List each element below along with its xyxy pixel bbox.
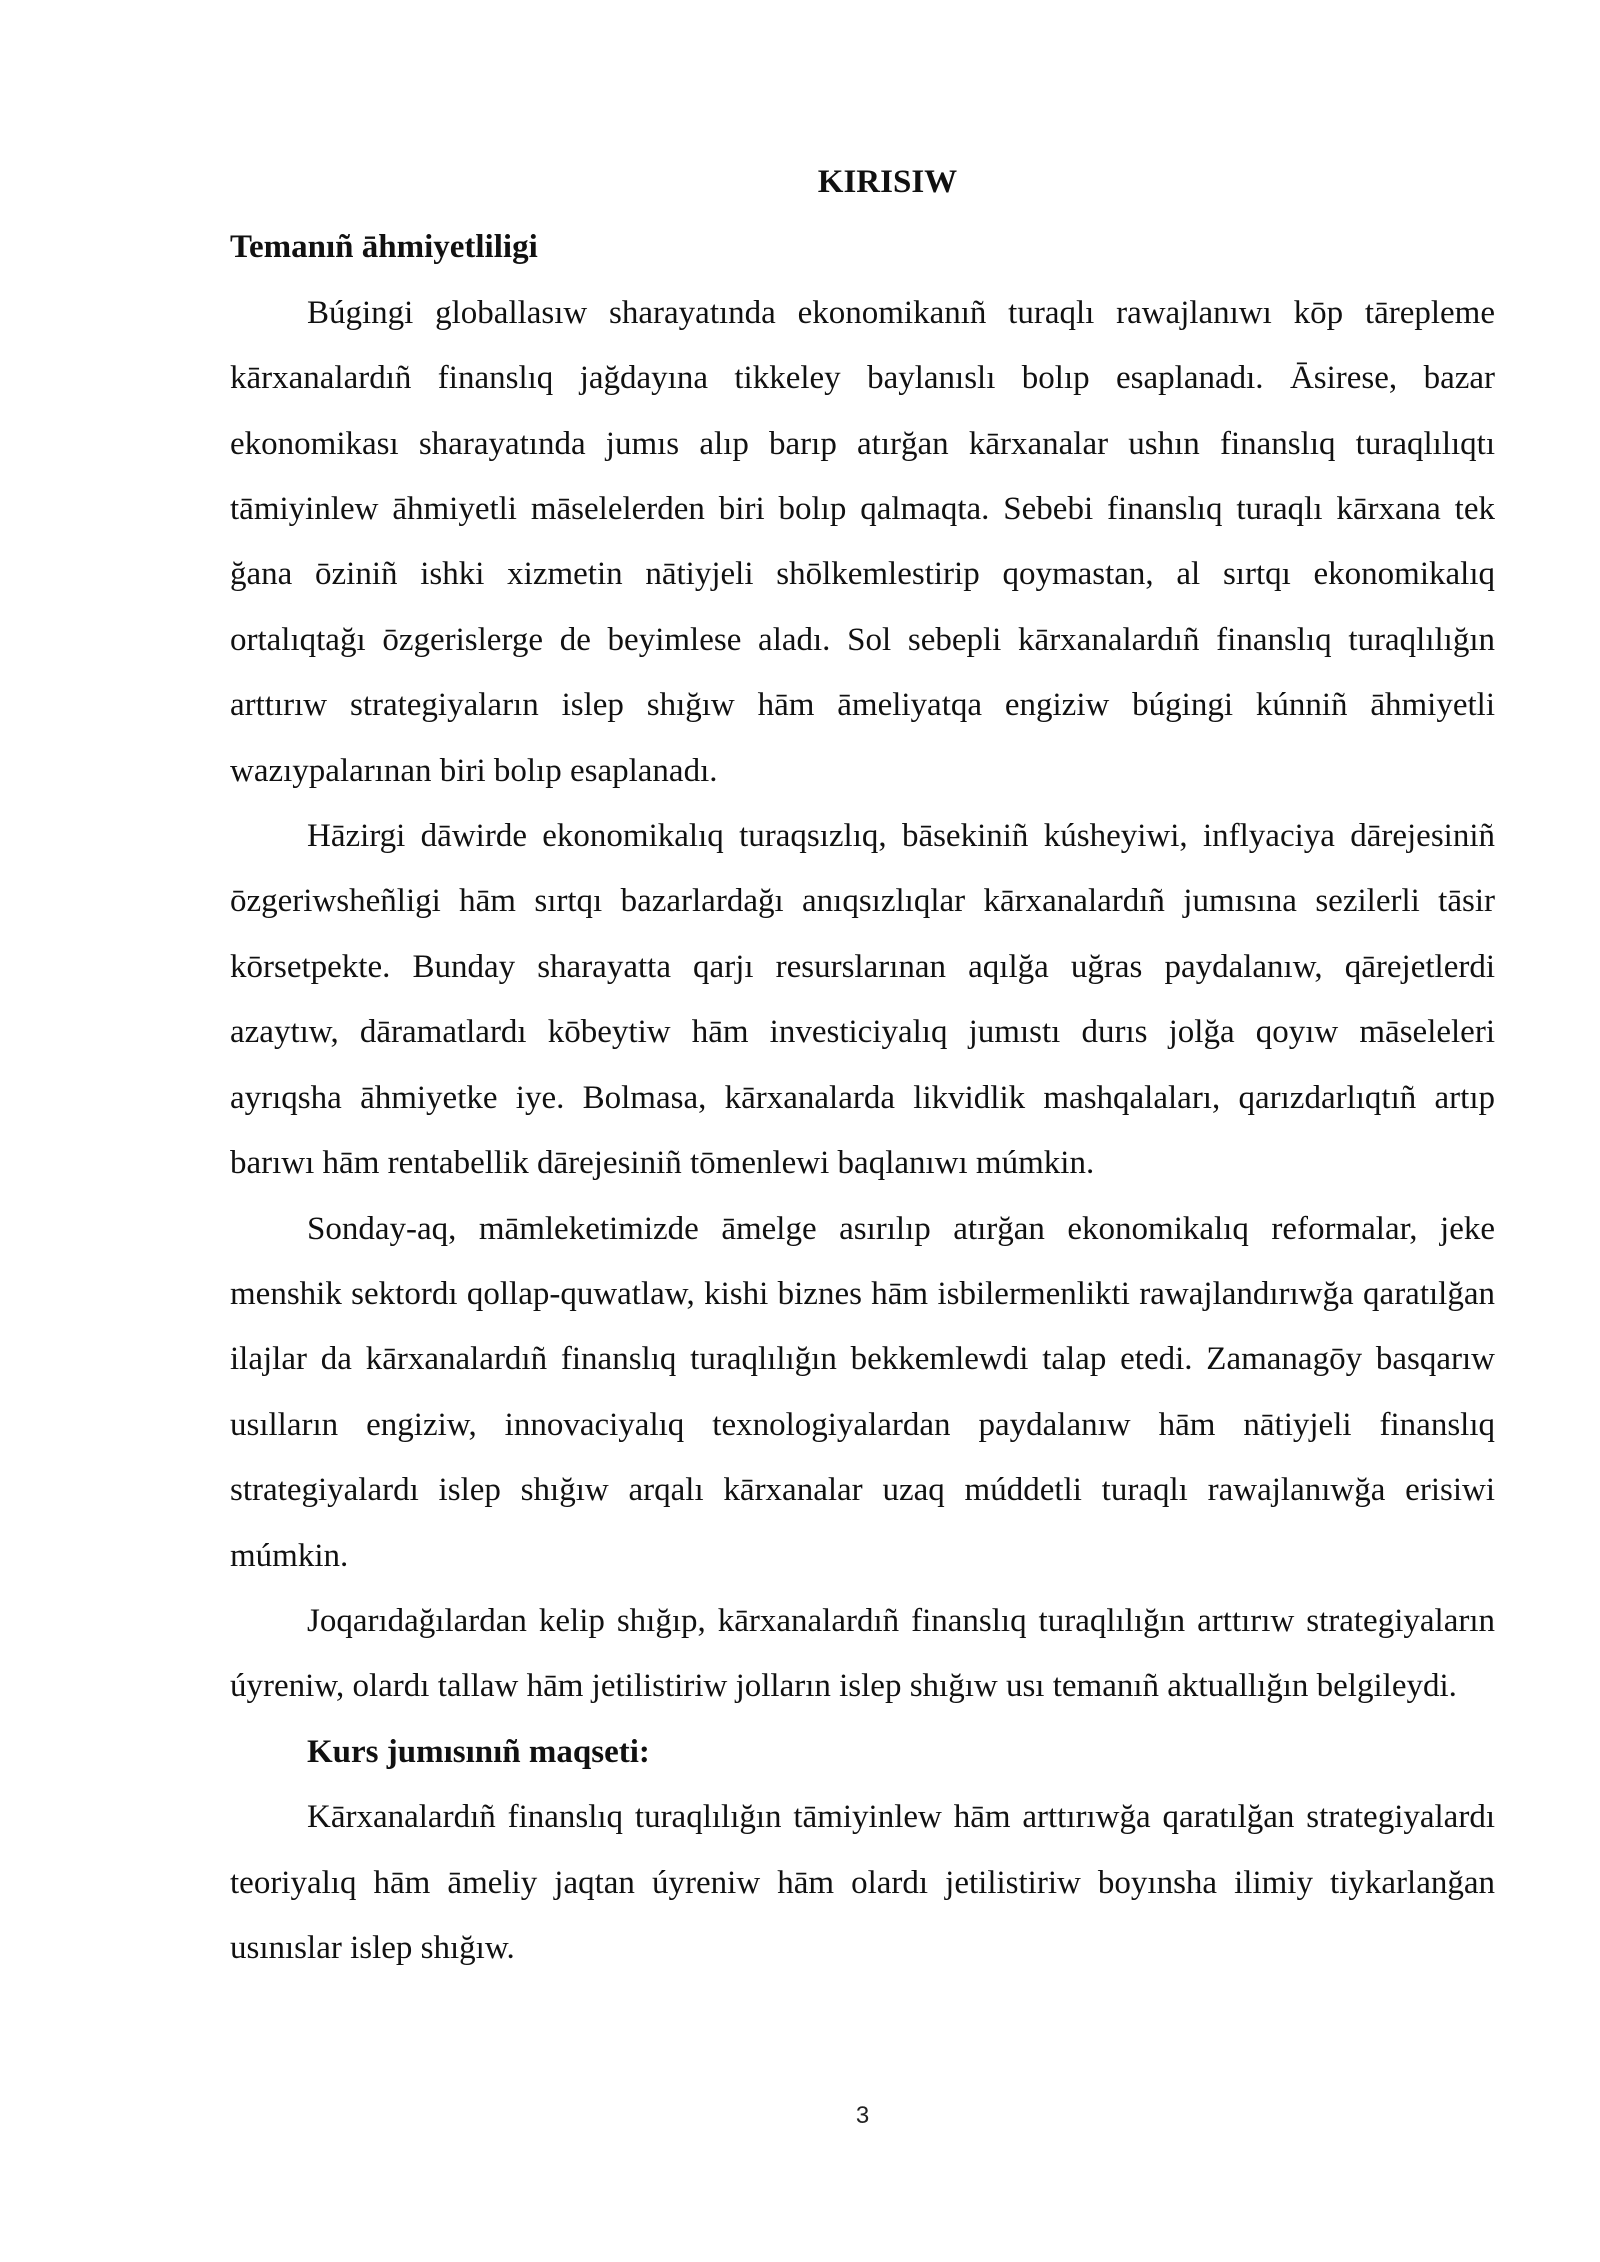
goal-paragraph: Kārxanalardıñ finanslıq turaqlılığın tāmiyinlew hām arttırıwğa qaratılğan strategiyalardı teoriyalıq hām āmeliy jaqtan úyreniw hām olardı jetilistiriw boyınsha ilimiy tiykarlanğan usınıslar islep shığıw. [230,1799,1495,1966]
document-page [230,150,1495,1981]
body-paragraph: Joqarıdağılardan kelip shığıp, kārxanalardıñ finanslıq turaqlılığın arttırıw strategiyaların úyreniw, olardı tallaw hām jetilistiriw jolların islep shığıw usı temanıñ aktuallığın belgileydi. [230,1602,1495,1705]
body-paragraph: Hāzirgi dāwirde ekonomikalıq turaqsızlıq, bāsekiniñ kúsheyiwi, inflyaciya dārejesiniñ ōzgeriwsheñligi hām sırtqı bazarlardağı anıqsızlıqlar kārxanalardıñ jumısına sezilerli tāsir kōrsetpekte. Bunday sharayatta qarjı resurslarınan aqılğa uğras paydalanıw, qārejetlerdi azaytıw, dāramatlardı kōbeytiw hām investiciyalıq jumıstı durıs jolğa qoyıw māseleleri ayrıqsha āhmiyetke iye. Bolmasa, kārxanalarda likvidlik mashqalaları, qarızdarlıqtıñ artıp barıwı hām rentabellik dārejesiniñ tōmenlewi baqlanıwı múmkin. [230,818,1495,1182]
goal-subheading: Kurs jumısınıñ maqseti: [307,1733,650,1770]
page-number: 3 [855,2102,870,2129]
document-title: KIRISIW [817,164,958,200]
section-heading: Temanıñ āhmiyetliligi [230,229,538,266]
body-paragraph: Sonday-aq, māmleketimizde āmelge asırılıp atırğan ekonomikalıq reformalar, jeke menshik sektordı qollap-quwatlaw, kishi biznes hām isbilermenlikti rawajlandırıwğa qaratılğan ilajlar da kārxanalardıñ finanslıq turaqlılığın bekkemlewdi talap etedi. Zamanagōy basqarıw usılların engiziw, innovaciyalıq texnologiyalardan paydalanıw hām nātiyjeli finanslıq strategiyalardı islep shığıw arqalı kārxanalar uzaq múddetli turaqlı rawajlanıwğa erisiwi múmkin. [230,1210,1495,1574]
body-paragraph: Búgingi globallasıw sharayatında ekonomikanıñ turaqlı rawajlanıwı kōp tārepleme kārxanalardıñ finanslıq jağdayına tikkeley baylanıslı bolıp esaplanadı. Āsirese, bazar ekonomikası sharayatında jumıs alıp barıp atırğan kārxanalar ushın finanslıq turaqlılıqtı tāmiyinlew āhmiyetli māselelerden biri bolıp qalmaqta. Sebebi finanslıq turaqlı kārxana tek ğana ōziniñ ishki xizmetin nātiyjeli shōlkemlestirip qoymastan, al sırtqı ekonomikalıq ortalıqtağı ōzgerislerge de beyimlese aladı. Sol sebepli kārxanalardıñ finanslıq turaqlılığın arttırıw strategiyaların islep shığıw hām āmeliyatqa engiziw búgingi kúnniñ āhmiyetli wazıypalarınan biri bolıp esaplanadı. [230,294,1495,789]
